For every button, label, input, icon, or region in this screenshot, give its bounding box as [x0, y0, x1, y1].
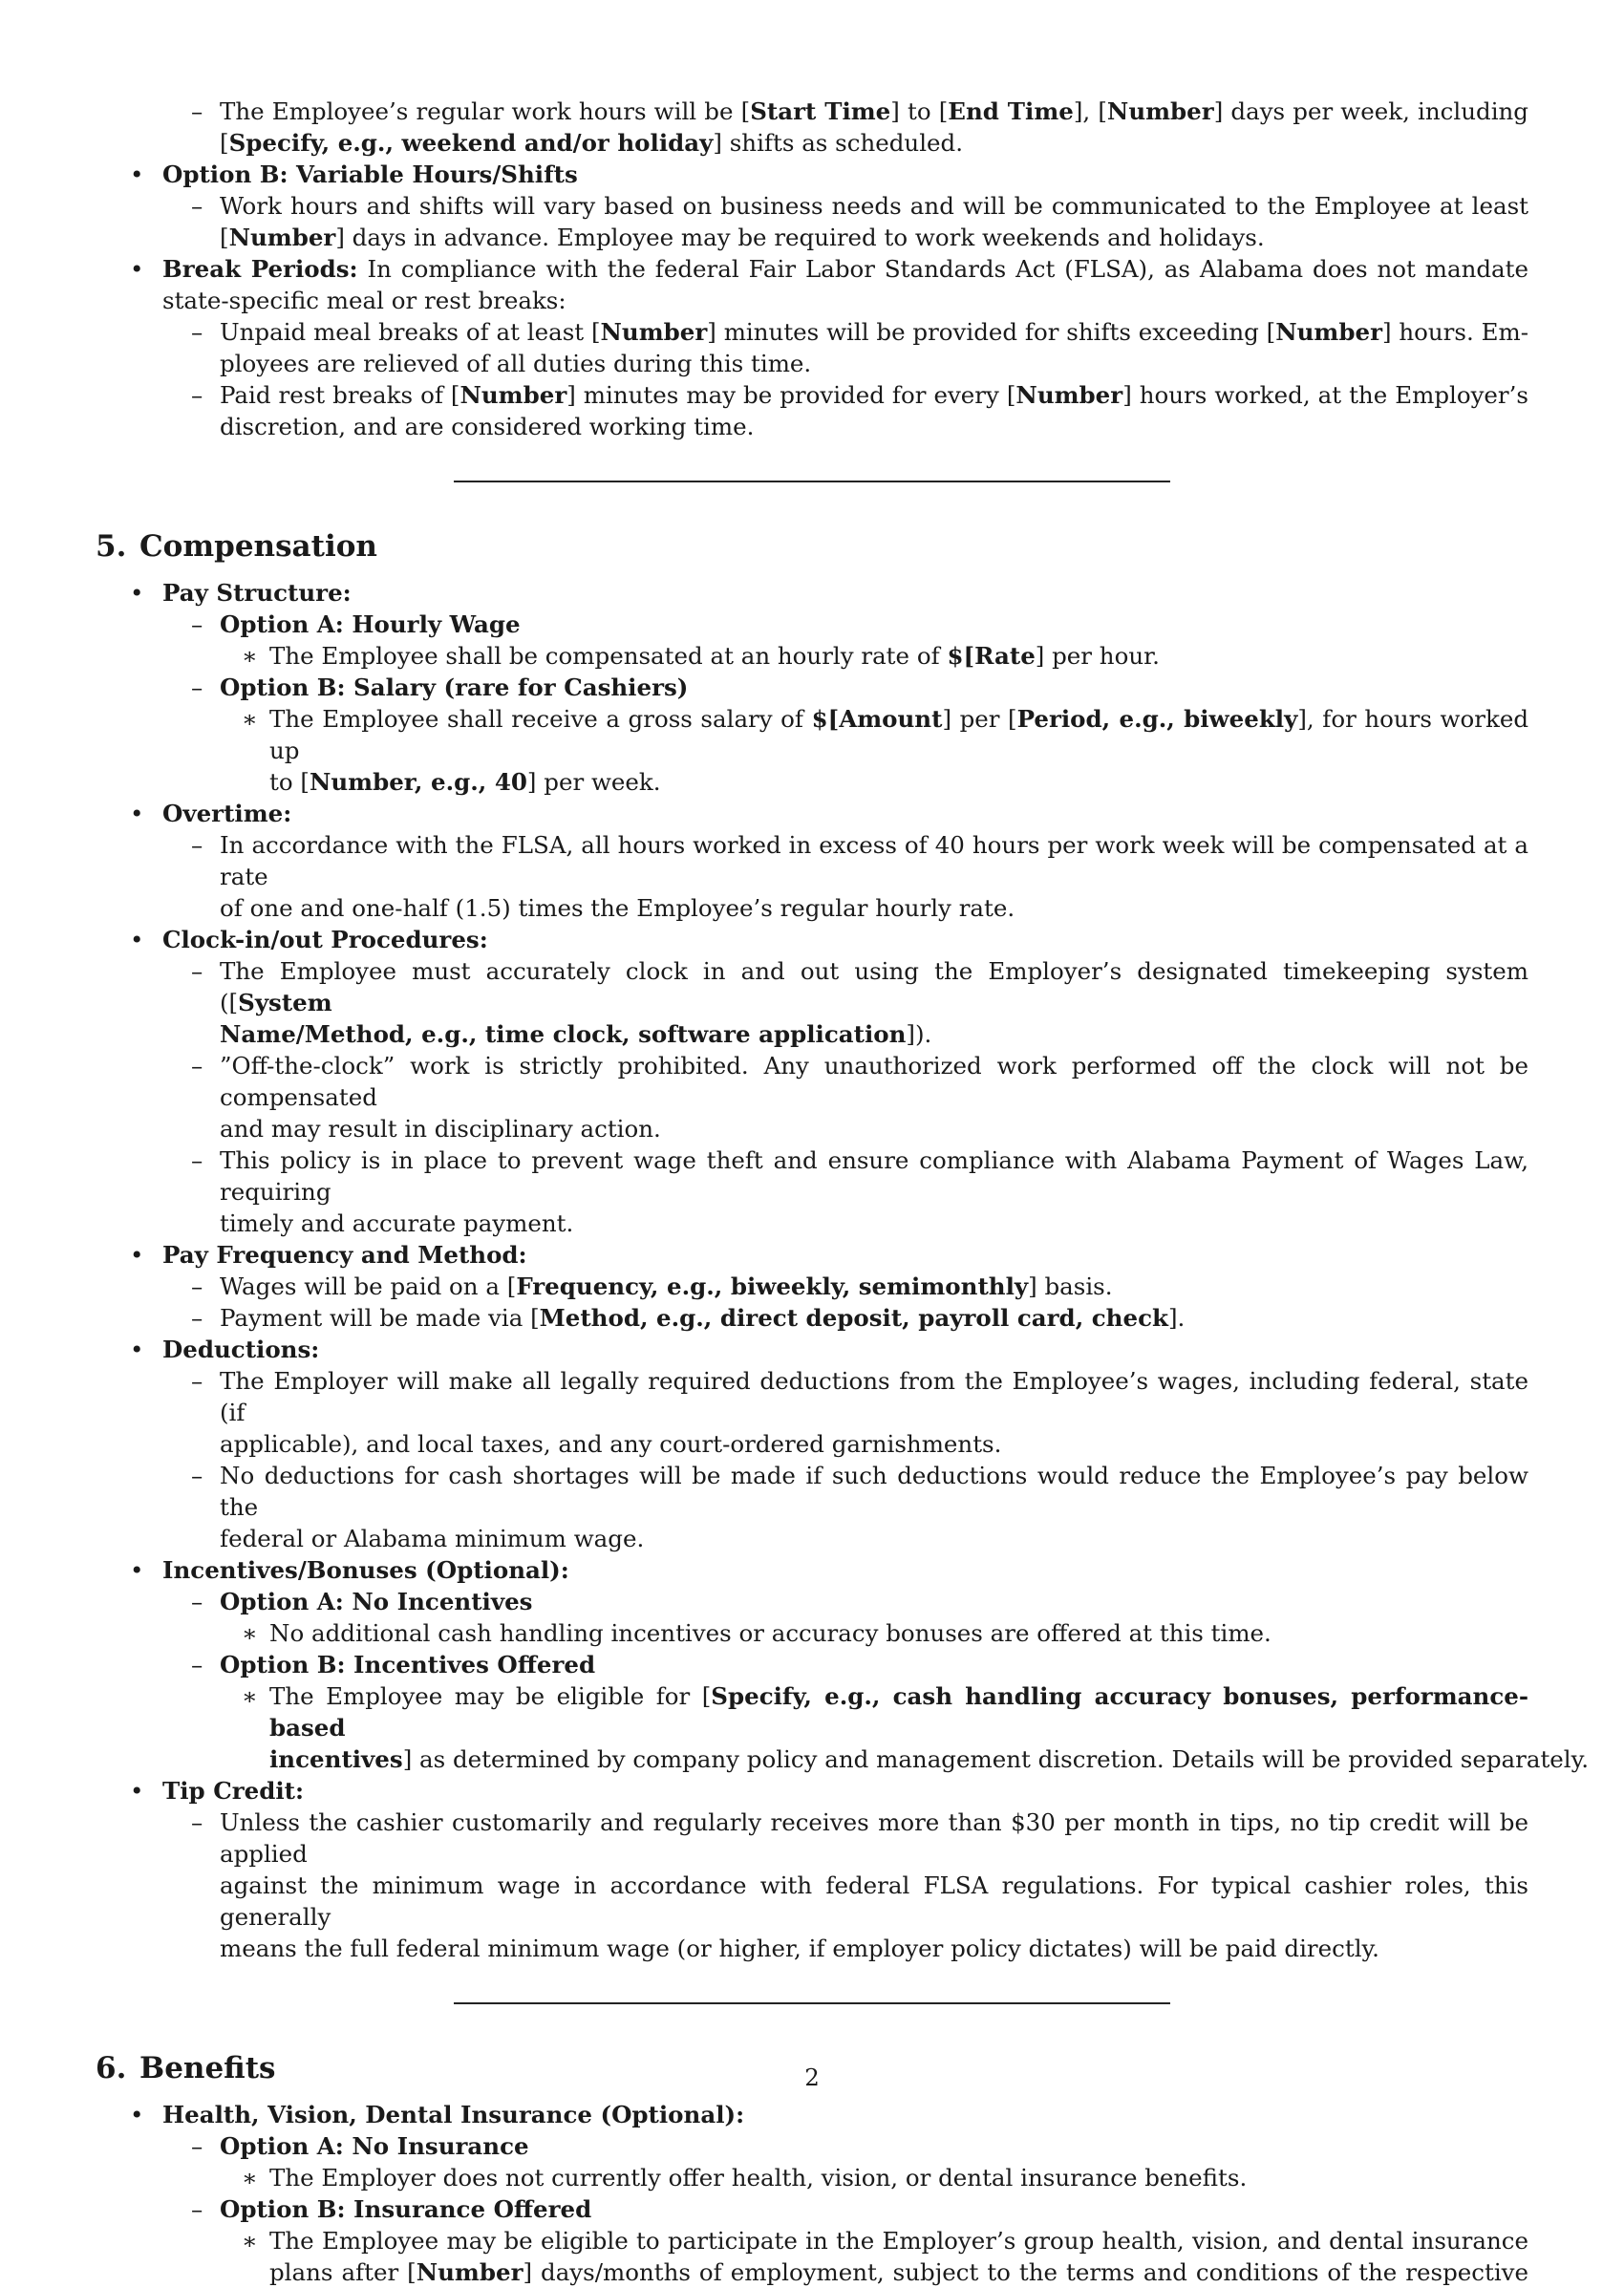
bullet-marker: • — [130, 160, 144, 188]
list-item: – In accordance with the FLSA, all hours worked in excess of 40 hours per work week will be compensated at a rate — [191, 831, 1528, 890]
dash-marker: – — [191, 1808, 203, 1836]
section-divider — [96, 2002, 1528, 2003]
dash-marker: – — [191, 674, 203, 701]
list-item: • Pay Frequency and Method: — [130, 1241, 527, 1269]
list-item: ∗ The Employee shall receive a gross salary of $[Amount] per [Period, e.g., biweekly], for hours worked up — [242, 705, 1528, 764]
bullet-marker: • — [130, 1241, 144, 1269]
list-item: – Option A: No Insurance — [191, 2132, 529, 2160]
list-item-continuation: state-specific meal or rest breaks: — [162, 287, 566, 314]
list-item-continuation: incentives] as determined by company policy and management discretion. Details will be provided separately. — [269, 1745, 1590, 1773]
dash-marker: – — [191, 610, 203, 638]
dash-marker: – — [191, 2132, 203, 2160]
list-item: – Wages will be paid on a [Frequency, e.g., biweekly, semimonthly] basis. — [191, 1272, 1113, 1300]
page-content — [96, 96, 1590, 2288]
list-item: • Health, Vision, Dental Insurance (Optional): — [130, 2101, 745, 2128]
list-item: ∗ The Employee may be eligible to participate in the Employer’s group health, vision, and dental insurance — [242, 2227, 1528, 2255]
list-item-continuation: and may result in disciplinary action. — [220, 1115, 661, 1143]
dash-marker: – — [191, 1304, 203, 1332]
star-marker: ∗ — [242, 1682, 258, 1710]
list-item: ∗ The Employer does not currently offer health, vision, or dental insurance benefits. — [242, 2164, 1248, 2192]
list-item: • Clock-in/out Procedures: — [130, 926, 488, 953]
dash-marker: – — [191, 1146, 203, 1174]
list-item: – Option B: Incentives Offered — [191, 1651, 596, 1679]
list-item: – Unless the cashier customarily and regularly receives more than $30 per month in tips, no tip credit will be applied — [191, 1808, 1528, 1868]
star-marker: ∗ — [242, 2227, 258, 2255]
list-item-continuation: means the full federal minimum wage (or higher, if employer policy dictates) will be paid directly. — [220, 1935, 1379, 1962]
list-item: ∗ The Employee may be eligible for [Specify, e.g., cash handling accuracy bonuses, performance-based — [242, 1682, 1528, 1742]
star-marker: ∗ — [242, 1619, 258, 1647]
dash-marker: – — [191, 1272, 203, 1300]
bullet-marker: • — [130, 2101, 144, 2128]
list-item-continuation: against the minimum wage in accordance with federal FLSA regulations. For typical cashier roles, this generally — [220, 1871, 1528, 1931]
list-item: • Overtime: — [130, 800, 292, 827]
list-item: – This policy is in place to prevent wage theft and ensure compliance with Alabama Payment of Wages Law, requiring — [191, 1146, 1528, 1206]
bullet-marker: • — [130, 579, 144, 607]
list-item: – Option B: Insurance Offered — [191, 2195, 592, 2223]
list-item: • Pay Structure: — [130, 579, 352, 607]
list-item-continuation: Name/Method, e.g., time clock, software application]). — [220, 1020, 932, 1048]
section-heading-benefits: 6. Benefits — [96, 2051, 276, 2085]
list-item: – The Employer will make all legally required deductions from the Employee’s wages, including federal, state (if — [191, 1367, 1528, 1426]
list-item: – Unpaid meal breaks of at least [Number] minutes will be provided for shifts exceeding [Number] hours. Em- — [191, 318, 1528, 346]
list-item-continuation: [Specify, e.g., weekend and/or holiday] shifts as scheduled. — [220, 129, 964, 157]
list-item: – The Employee must accurately clock in and out using the Employer’s designated timekeeping system ([System — [191, 957, 1528, 1016]
dash-marker: – — [191, 192, 203, 220]
dash-marker: – — [191, 1588, 203, 1615]
list-item-continuation: [Number] days in advance. Employee may be required to work weekends and holidays. — [220, 224, 1265, 251]
dash-marker: – — [191, 381, 203, 409]
star-marker: ∗ — [242, 705, 258, 733]
list-item-continuation: plans after [Number] days/months of employment, subject to the terms and conditions of the respective — [269, 2258, 1528, 2286]
dash-marker: – — [191, 318, 203, 346]
list-item: • Option B: Variable Hours/Shifts — [130, 160, 578, 188]
page-number: 2 — [804, 2063, 820, 2091]
list-item-continuation: discretion, and are considered working time. — [220, 413, 755, 440]
star-marker: ∗ — [242, 2164, 258, 2192]
dash-marker: – — [191, 1462, 203, 1489]
list-item: • Break Periods: In compliance with the federal Fair Labor Standards Act (FLSA), as Alabama does not mandate — [130, 255, 1528, 283]
bullet-marker: • — [130, 926, 144, 953]
list-item-continuation: of one and one-half (1.5) times the Employee’s regular hourly rate. — [220, 894, 1015, 922]
list-item-continuation: timely and accurate payment. — [220, 1209, 574, 1237]
star-marker: ∗ — [242, 642, 258, 670]
list-item: – ”Off-the-clock” work is strictly prohibited. Any unauthorized work performed off the clock will not be compensated — [191, 1052, 1528, 1111]
list-item: • Incentives/Bonuses (Optional): — [130, 1556, 569, 1584]
list-item: – Option B: Salary (rare for Cashiers) — [191, 674, 689, 701]
list-item: – Paid rest breaks of [Number] minutes may be provided for every [Number] hours worked, at the Employer’s — [191, 381, 1528, 409]
bullet-marker: • — [130, 800, 144, 827]
list-item: – Payment will be made via [Method, e.g., direct deposit, payroll card, check]. — [191, 1304, 1186, 1332]
bullet-marker: • — [130, 255, 144, 283]
list-item-continuation: ployees are relieved of all duties during this time. — [220, 350, 812, 377]
list-item-continuation: to [Number, e.g., 40] per week. — [269, 768, 661, 796]
bullet-marker: • — [130, 1777, 144, 1805]
list-item-continuation: federal or Alabama minimum wage. — [220, 1525, 645, 1552]
dash-marker: – — [191, 1367, 203, 1395]
list-item: • Tip Credit: — [130, 1777, 304, 1805]
dash-marker: – — [191, 2195, 203, 2223]
bullet-marker: • — [130, 1556, 144, 1584]
dash-marker: – — [191, 1052, 203, 1080]
dash-marker: – — [191, 957, 203, 985]
bullet-marker: • — [130, 1336, 144, 1363]
list-item: – Option A: Hourly Wage — [191, 610, 521, 638]
list-item: – No deductions for cash shortages will be made if such deductions would reduce the Employee’s pay below the — [191, 1462, 1528, 1521]
section-heading-compensation: 5. Compensation — [96, 529, 377, 564]
dash-marker: – — [191, 831, 203, 859]
list-item: • Deductions: — [130, 1336, 320, 1363]
dash-marker: – — [191, 97, 203, 125]
list-item: ∗ No additional cash handling incentives or accuracy bonuses are offered at this time. — [242, 1619, 1271, 1647]
list-item-continuation: applicable), and local taxes, and any court-ordered garnishments. — [220, 1430, 1002, 1458]
list-item: – Option A: No Incentives — [191, 1588, 533, 1615]
dash-marker: – — [191, 1651, 203, 1679]
list-item: – The Employee’s regular work hours will be [Start Time] to [End Time], [Number] days per week, including — [191, 97, 1528, 125]
list-item: ∗ The Employee shall be compensated at an hourly rate of $[Rate] per hour. — [242, 642, 1160, 670]
list-item: – Work hours and shifts will vary based on business needs and will be communicated to the Employee at least — [191, 192, 1528, 220]
